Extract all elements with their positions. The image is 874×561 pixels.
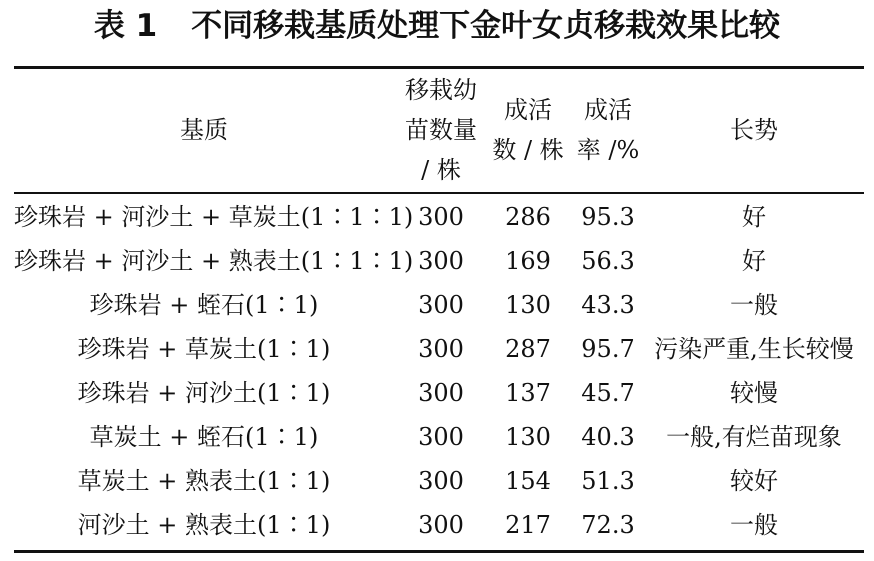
table-row: [0, 239, 874, 283]
survival-rate-cell: 72.3: [581, 511, 635, 539]
survival-rate-cell: 95.3: [581, 203, 635, 231]
header-line: 率 /%: [576, 136, 640, 164]
survival-rate-cell: 40.3: [581, 423, 635, 451]
header-growth: [644, 70, 864, 190]
survived-count-cell: 217: [505, 511, 551, 539]
table-row: [0, 283, 874, 327]
table-row: [0, 503, 874, 547]
substrate-cell: 珍珠岩 + 蛭石(1∶1): [89, 291, 319, 319]
seedling-count-cell: 300: [418, 511, 464, 539]
header-line: 苗数量: [405, 116, 477, 144]
survived-count-cell: 286: [505, 203, 551, 231]
survived-count-cell: 130: [505, 291, 551, 319]
substrate-cell: 珍珠岩 + 河沙土 + 熟表土(1∶1∶1): [14, 247, 414, 275]
survival-rate-cell: 56.3: [581, 247, 635, 275]
header-survival-rate: [572, 70, 644, 190]
header-rule: [14, 192, 864, 194]
substrate-cell: 草炭土 + 蛭石(1∶1): [89, 423, 319, 451]
table-row: [0, 459, 874, 503]
header-substrate: [14, 70, 394, 190]
header-line: 成活: [504, 96, 552, 124]
seedling-count-cell: 300: [418, 423, 464, 451]
survival-rate-cell: 51.3: [581, 467, 635, 495]
seedling-count-cell: 300: [418, 203, 464, 231]
survival-rate-cell: 45.7: [581, 379, 635, 407]
growth-cell: 好: [742, 203, 766, 231]
growth-cell: 较好: [730, 467, 778, 495]
growth-cell: 较慢: [730, 379, 778, 407]
header-line: 成活: [584, 96, 632, 124]
seedling-count-cell: 300: [418, 291, 464, 319]
survived-count-cell: 154: [505, 467, 551, 495]
seedling-count-cell: 300: [418, 379, 464, 407]
table-row: [0, 327, 874, 371]
growth-cell: 一般,有烂苗现象: [666, 423, 842, 451]
survival-rate-cell: 43.3: [581, 291, 635, 319]
header-seedling-count: [398, 70, 484, 190]
substrate-cell: 草炭土 + 熟表土(1∶1): [77, 467, 331, 495]
survived-count-cell: 137: [505, 379, 551, 407]
survived-count-cell: 169: [505, 247, 551, 275]
table-row: [0, 415, 874, 459]
table-row: [0, 195, 874, 239]
substrate-cell: 河沙土 + 熟表土(1∶1): [77, 511, 331, 539]
survived-count-cell: 287: [505, 335, 551, 363]
header-line: / 株: [421, 156, 461, 184]
seedling-count-cell: 300: [418, 247, 464, 275]
survival-rate-cell: 95.7: [581, 335, 635, 363]
seedling-count-cell: 300: [418, 467, 464, 495]
header-survived-count: [484, 70, 572, 190]
header-line: 移栽幼: [405, 76, 477, 104]
table-number: 表 1: [93, 8, 158, 44]
growth-cell: 好: [742, 247, 766, 275]
substrate-cell: 珍珠岩 + 河沙土(1∶1): [77, 379, 331, 407]
seedling-count-cell: 300: [418, 335, 464, 363]
substrate-cell: 珍珠岩 + 草炭土(1∶1): [77, 335, 331, 363]
survived-count-cell: 130: [505, 423, 551, 451]
growth-cell: 污染严重,生长较慢: [654, 335, 854, 363]
table-row: [0, 371, 874, 415]
substrate-cell: 珍珠岩 + 河沙土 + 草炭土(1∶1∶1): [14, 203, 414, 231]
bottom-rule: [14, 550, 864, 553]
growth-cell: 一般: [730, 511, 778, 539]
table-caption: [0, 4, 874, 48]
growth-cell: 一般: [730, 291, 778, 319]
top-rule: [14, 66, 864, 69]
header-line: 基质: [180, 116, 228, 144]
header-line: 长势: [730, 116, 778, 144]
table-title: 不同移栽基质处理下金叶女贞移栽效果比较: [191, 8, 781, 44]
header-line: 数 / 株: [492, 136, 564, 164]
